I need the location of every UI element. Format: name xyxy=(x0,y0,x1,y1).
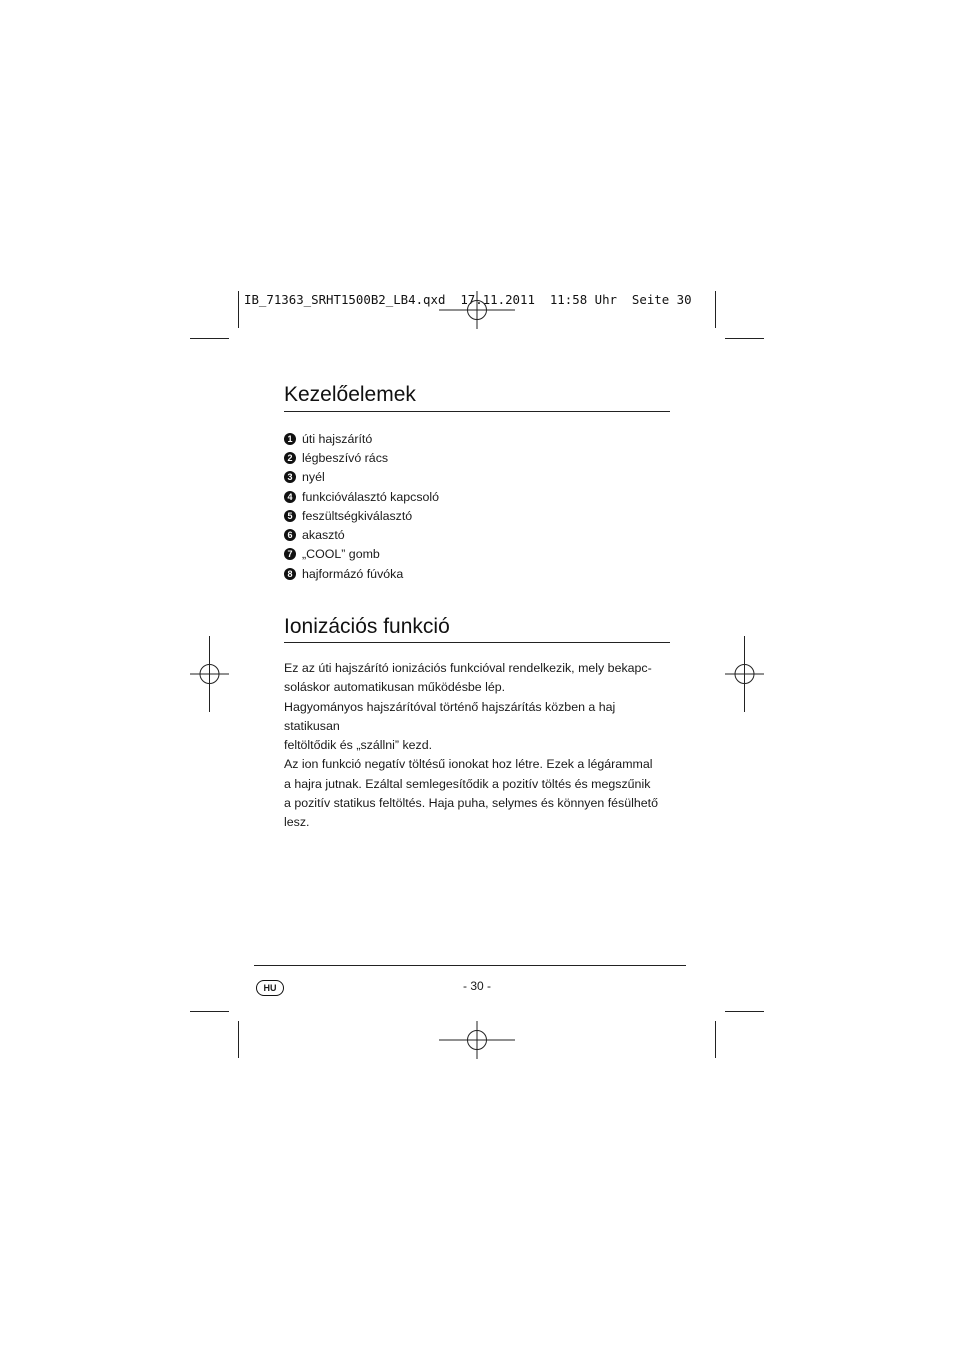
number-badge-icon: 2 xyxy=(284,452,296,464)
page-number: - 30 - xyxy=(462,979,491,993)
number-badge-icon: 4 xyxy=(284,491,296,503)
number-badge-icon: 7 xyxy=(284,548,296,560)
list-item xyxy=(284,487,439,506)
registration-mark-icon xyxy=(190,636,229,712)
text-line: Hagyományos hajszárítóval történő hajszárítás közben a haj statikusan xyxy=(284,699,616,733)
crop-mark xyxy=(715,1021,716,1058)
registration-mark-icon xyxy=(439,1021,515,1059)
number-badge-icon: 3 xyxy=(284,471,296,483)
list-item xyxy=(284,506,439,525)
ionization-paragraph xyxy=(284,659,674,833)
text-line: lesz. xyxy=(284,815,310,830)
section-divider xyxy=(284,642,670,643)
crop-mark xyxy=(190,1011,229,1012)
text-line: soláskor automatikusan működésbe lép. xyxy=(284,680,506,695)
list-item-label: feszültségkiválasztó xyxy=(302,508,413,523)
crop-mark xyxy=(715,291,716,328)
list-item xyxy=(284,468,439,487)
text-line: Ez az úti hajszárító ionizációs funkcióval rendelkezik, mely bekapc- xyxy=(284,661,652,675)
list-item xyxy=(284,545,439,564)
section-title-ionization: Ionizációs funkció xyxy=(284,615,450,638)
crop-mark xyxy=(725,1011,764,1012)
text-line: a hajra jutnak. Ezáltal semlegesítődik a pozitív töltés és megszűnik xyxy=(284,776,651,791)
list-item-label: akasztó xyxy=(302,528,345,543)
number-badge-icon: 5 xyxy=(284,510,296,522)
list-item-label: úti hajszárító xyxy=(302,431,373,446)
number-badge-icon: 1 xyxy=(284,433,296,445)
list-item-label: légbeszívó rács xyxy=(302,450,389,465)
text-line: feltöltődik és „szállni” kezd. xyxy=(284,738,433,753)
registration-mark-icon xyxy=(439,291,515,329)
crop-mark xyxy=(238,291,239,328)
list-item-label: funkcióválasztó kapcsoló xyxy=(302,489,440,504)
number-badge-icon: 6 xyxy=(284,529,296,541)
registration-mark-icon xyxy=(725,636,764,712)
file-slug: IB_71363_SRHT1500B2_LB4.qxd 17.11.2011 11:58 Uhr Seite 30 xyxy=(244,292,692,307)
number-badge-icon: 8 xyxy=(284,568,296,580)
section-divider xyxy=(284,411,670,412)
list-item xyxy=(284,525,439,544)
list-item-label: „COOL” gomb xyxy=(302,547,380,562)
text-line: a pozitív statikus feltöltés. Haja puha, selymes és könnyen fésülhető xyxy=(284,796,658,811)
text-line: Az ion funkció negatív töltésű ionokat hoz létre. Ezek a légárammal xyxy=(284,757,653,772)
list-item xyxy=(284,564,439,583)
language-badge: HU xyxy=(256,980,284,996)
section-title-controls: Kezelőelemek xyxy=(284,383,416,406)
list-item xyxy=(284,429,439,448)
list-item-label: nyél xyxy=(302,470,325,485)
footer-divider xyxy=(254,965,686,966)
crop-mark xyxy=(238,1021,239,1058)
controls-list xyxy=(284,429,439,583)
crop-mark xyxy=(725,338,764,339)
list-item xyxy=(284,448,439,467)
crop-mark xyxy=(190,338,229,339)
list-item-label: hajformázó fúvóka xyxy=(302,566,404,581)
